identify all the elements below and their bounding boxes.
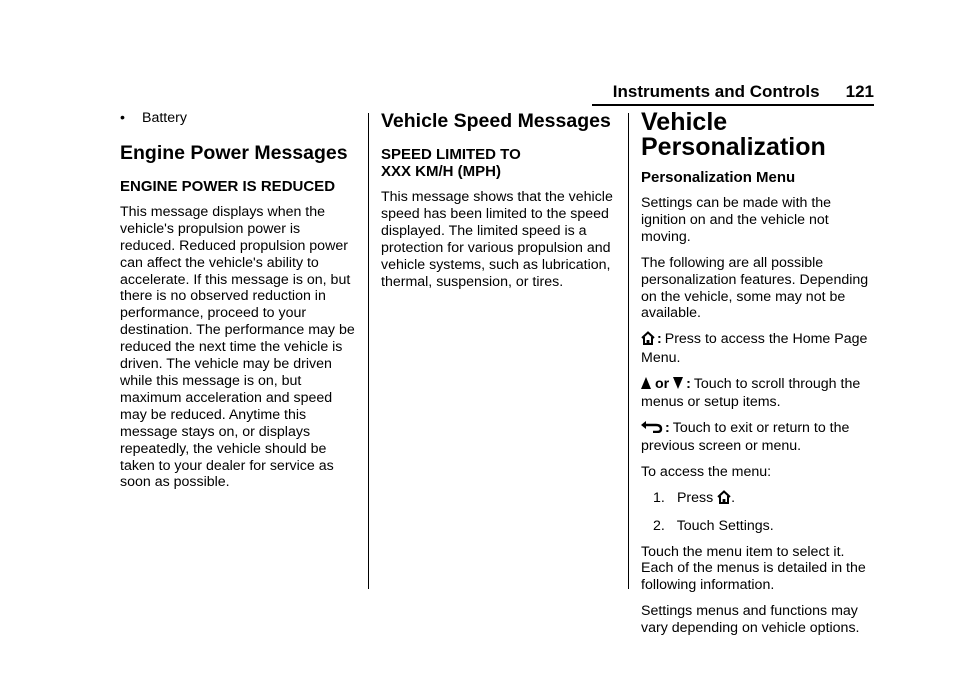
- step-end: .: [731, 489, 736, 506]
- header-rule: [592, 104, 874, 106]
- step-item: [653, 490, 877, 509]
- home-colon: :: [657, 331, 662, 348]
- step-item: [653, 518, 877, 535]
- bullet-dot-icon: •: [120, 110, 125, 126]
- step-text: Press: [676, 489, 714, 506]
- subheading-line: XXX KM/H (MPH): [381, 163, 501, 180]
- home-instruction: [641, 331, 877, 367]
- options-paragraph: Settings menus and functions may vary depending on vehicle options.: [641, 603, 860, 637]
- bullet-item: [120, 110, 356, 127]
- back-text: Touch to exit or return to the previous screen or menu.: [641, 419, 850, 454]
- vehicle-speed-heading: Vehicle Speed Messages: [381, 110, 611, 132]
- page-header: [0, 82, 874, 102]
- step-number: 1.: [653, 489, 665, 506]
- access-menu-text: To access the menu:: [641, 463, 772, 480]
- column-divider: [628, 113, 629, 589]
- step-number: 2.: [653, 517, 665, 534]
- step-text: Touch Settings.: [676, 517, 774, 534]
- engine-power-body: This message displays when the vehicle's propulsion power is reduced. Reduced propulsion power can affect the vehicle's ability to accelerate. If this message is on, but there is no observed reduction in performance, proceed to your destination. The performance may be reduced the next time the vehicle is driven. The vehicle may be driven while this message is on, but maximum acceleration and speed may be reduced. Anytime this message stays on, or displays repeatedly, the vehicle should be taken to your dealer for service as soon as possible.: [120, 203, 355, 491]
- title-line: Vehicle: [641, 108, 728, 136]
- personalization-menu-heading: Personalization Menu: [641, 169, 796, 186]
- select-item-paragraph: Touch the menu item to select it. Each of the menus is detailed in the following information.: [641, 543, 866, 594]
- scroll-instruction: [641, 376, 877, 411]
- down-arrow-icon: [673, 377, 683, 394]
- or-word: or: [654, 376, 670, 393]
- engine-power-heading: Engine Power Messages: [120, 141, 348, 164]
- back-instruction: [641, 420, 877, 455]
- up-arrow-icon: [641, 377, 651, 394]
- column-2: [381, 110, 613, 290]
- vehicle-personalization-title: [641, 110, 877, 160]
- vehicle-speed-body: This message shows that the vehicle speed has been limited to the speed displayed. The limited speed is a protection for various propulsion and vehicle systems, such as lubrication, thermal, suspension, or tires.: [381, 189, 613, 290]
- section-title: Instruments and Controls: [612, 82, 820, 101]
- settings-paragraph: Settings can be made with the ignition on and the vehicle not moving.: [641, 195, 832, 245]
- speed-limited-subheading: [381, 146, 613, 180]
- features-paragraph: The following are all possible personalization features. Depending on the vehicle, some may not be available.: [641, 254, 869, 322]
- title-line: Personalization: [641, 133, 826, 161]
- home-text: Press to access the Home Page Menu.: [641, 331, 868, 367]
- column-3: [641, 110, 877, 637]
- bullet-text: Battery: [142, 110, 187, 126]
- back-arrow-icon: [641, 421, 663, 438]
- subheading-line: SPEED LIMITED TO: [381, 146, 521, 163]
- scroll-text: Touch to scroll through the menus or setup items.: [641, 376, 861, 411]
- column-1: [120, 110, 356, 491]
- scroll-colon: :: [686, 376, 691, 393]
- page-number: 121: [845, 82, 874, 101]
- engine-power-subheading: ENGINE POWER IS REDUCED: [120, 177, 336, 195]
- column-divider: [368, 113, 369, 589]
- home-icon: [717, 490, 731, 509]
- back-colon: :: [665, 419, 670, 436]
- home-icon: [641, 331, 655, 350]
